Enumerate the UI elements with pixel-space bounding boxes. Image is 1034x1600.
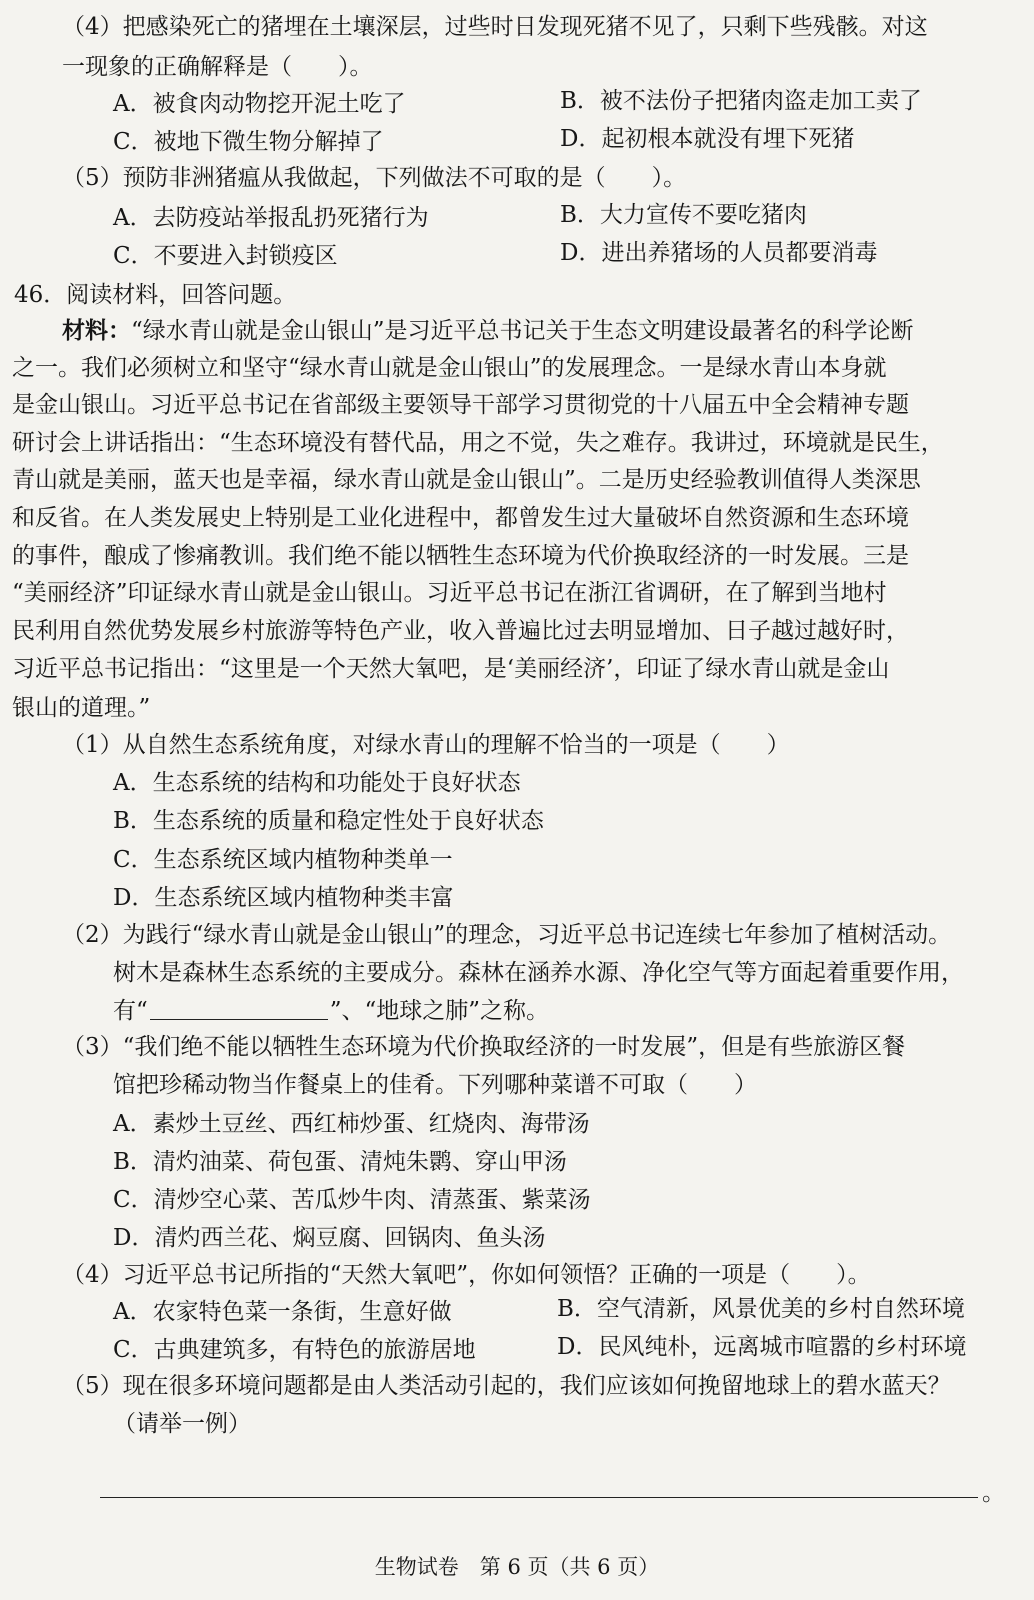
q46-material-line3: 是金山银山。习近平总书记在省部级主要领导干部学习贯彻党的十八届五中全会精神专题: [12, 392, 909, 418]
q46-material-line1: 材料：“绿水青山就是金山银山”是习近平总书记关于生态文明建设最著名的科学论断: [62, 317, 914, 344]
q46-1-stem: （1）从自然生态系统角度，对绿水青山的理解不恰当的一项是（ ）: [62, 732, 790, 758]
q46-2-stem-line2: 树木是森林生态系统的主要成分。森林在涵养水源、净化空气等方面起着重要作用，: [113, 960, 964, 986]
q46-1-option-a: A．生态系统的结构和功能处于良好状态: [113, 770, 521, 796]
page-footer: 生物试卷 第 6 页（共 6 页）: [374, 1555, 660, 1579]
q46-3-option-d: D．清灼西兰花、焖豆腐、回锅肉、鱼头汤: [113, 1225, 546, 1251]
q46-material-line10: 习近平总书记指出：“这里是一个天然大氧吧，是‘美丽经济’，印证了绿水青山就是金山: [12, 656, 890, 682]
q45-4-stem-line1: （4）把感染死亡的猪埋在土壤深层，过些时日发现死猪不见了，只剩下些残骸。对这: [62, 14, 928, 40]
q45-5-option-c: C．不要进入封锁疫区: [113, 243, 338, 269]
q46-material-line2: 之一。我们必须树立和坚守“绿水青山就是金山银山”的发展理念。一是绿水青山本身就: [12, 355, 887, 381]
q45-4-option-c: C．被地下微生物分解掉了: [113, 129, 384, 155]
q46-4-option-d: D．民风纯朴，远离城市喧嚣的乡村环境: [557, 1334, 967, 1360]
q46-material-line11: 银山的道理。”: [12, 695, 151, 721]
q46-4-option-c: C．古典建筑多，有特色的旅游居地: [113, 1337, 476, 1363]
q46-material-line4: 研讨会上讲话指出：“生态环境没有替代品，用之不觉，失之难存。我讲过，环境就是民生，: [12, 430, 944, 456]
answer-end-mark: 。: [982, 1480, 1005, 1506]
q46-4-option-a: A．农家特色菜一条街，生意好做: [113, 1299, 452, 1325]
q46-4-stem: （4）习近平总书记所指的“天然大氧吧”，你如何领悟？正确的一项是（ ）。: [62, 1262, 871, 1288]
q46-material-line6: 和反省。在人类发展史上特别是工业化进程中，都曾发生过大量破坏自然资源和生态环境: [12, 505, 909, 531]
q45-5-option-d: D．进出养猪场的人员都要消毒: [560, 240, 878, 266]
q46-1-option-b: B．生态系统的质量和稳定性处于良好状态: [113, 808, 544, 834]
q45-4-option-b: B．被不法份子把猪肉盗走加工卖了: [560, 88, 922, 114]
q46-3-stem-line1: （3）“我们绝不能以牺牲生态环境为代价换取经济的一时发展”，但是有些旅游区餐: [62, 1034, 906, 1060]
q46-3-option-a: A．素炒土豆丝、西红柿炒蛋、红烧肉、海带汤: [113, 1111, 590, 1137]
q46-3-option-b: B．清灼油菜、荷包蛋、清炖朱鹮、穿山甲汤: [113, 1149, 567, 1175]
material-label: 材料：: [62, 317, 131, 344]
q45-4-option-a: A．被食肉动物挖开泥土吃了: [113, 91, 406, 117]
q46-3-stem-line2: 馆把珍稀动物当作餐桌上的佳肴。下列哪种菜谱不可取（ ）: [113, 1072, 757, 1098]
q46-material-line9: 民利用自然优势发展乡村旅游等特色产业，收入普遍比过去明显增加、日子越过越好时，: [12, 618, 909, 644]
q45-5-option-a: A．去防疫站举报乱扔死猪行为: [113, 205, 429, 231]
q46-material-line7: 的事件，酿成了惨痛教训。我们绝不能以牺牲生态环境为代价换取经济的一时发展。三是: [12, 543, 909, 569]
q45-4-option-d: D．起初根本就没有埋下死猪: [560, 126, 855, 152]
q46-5-stem: （5）现在很多环境问题都是由人类活动引起的，我们应该如何挽留地球上的碧水蓝天？: [62, 1373, 951, 1399]
q46-material-line5: 青山就是美丽，蓝天也是幸福，绿水青山就是金山银山”。二是历史经验教训值得人类深思: [12, 467, 921, 493]
q45-5-stem: （5）预防非洲猪瘟从我做起，下列做法不可取的是（ ）。: [62, 165, 687, 191]
q45-4-stem-line2: 一现象的正确解释是（ ）。: [62, 54, 373, 80]
fill-in-blank[interactable]: [150, 997, 328, 1020]
q45-5-option-b: B．大力宣传不要吃猪肉: [560, 202, 807, 228]
q46-material-line8: “美丽经济”印证绿水青山就是金山银山。习近平总书记在浙江省调研，在了解到当地村: [12, 580, 887, 606]
q46-3-option-c: C．清炒空心菜、苦瓜炒牛肉、清蒸蛋、紫菜汤: [113, 1187, 591, 1213]
q46-title: 46．阅读材料，回答问题。: [14, 282, 297, 308]
q46-4-option-b: B．空气清新，风景优美的乡村自然环境: [557, 1296, 965, 1322]
q46-1-option-d: D．生态系统区域内植物种类丰富: [113, 885, 454, 911]
q46-5-note: （请举一例）: [113, 1411, 251, 1437]
answer-line[interactable]: [100, 1497, 978, 1498]
q46-1-option-c: C．生态系统区域内植物种类单一: [113, 847, 453, 873]
q46-2-stem-line3: 有“ ”、“地球之肺”之称。: [113, 998, 550, 1024]
q46-2-stem-line1: （2）为践行“绿水青山就是金山银山”的理念，习近平总书记连续七年参加了植树活动。: [62, 922, 952, 948]
